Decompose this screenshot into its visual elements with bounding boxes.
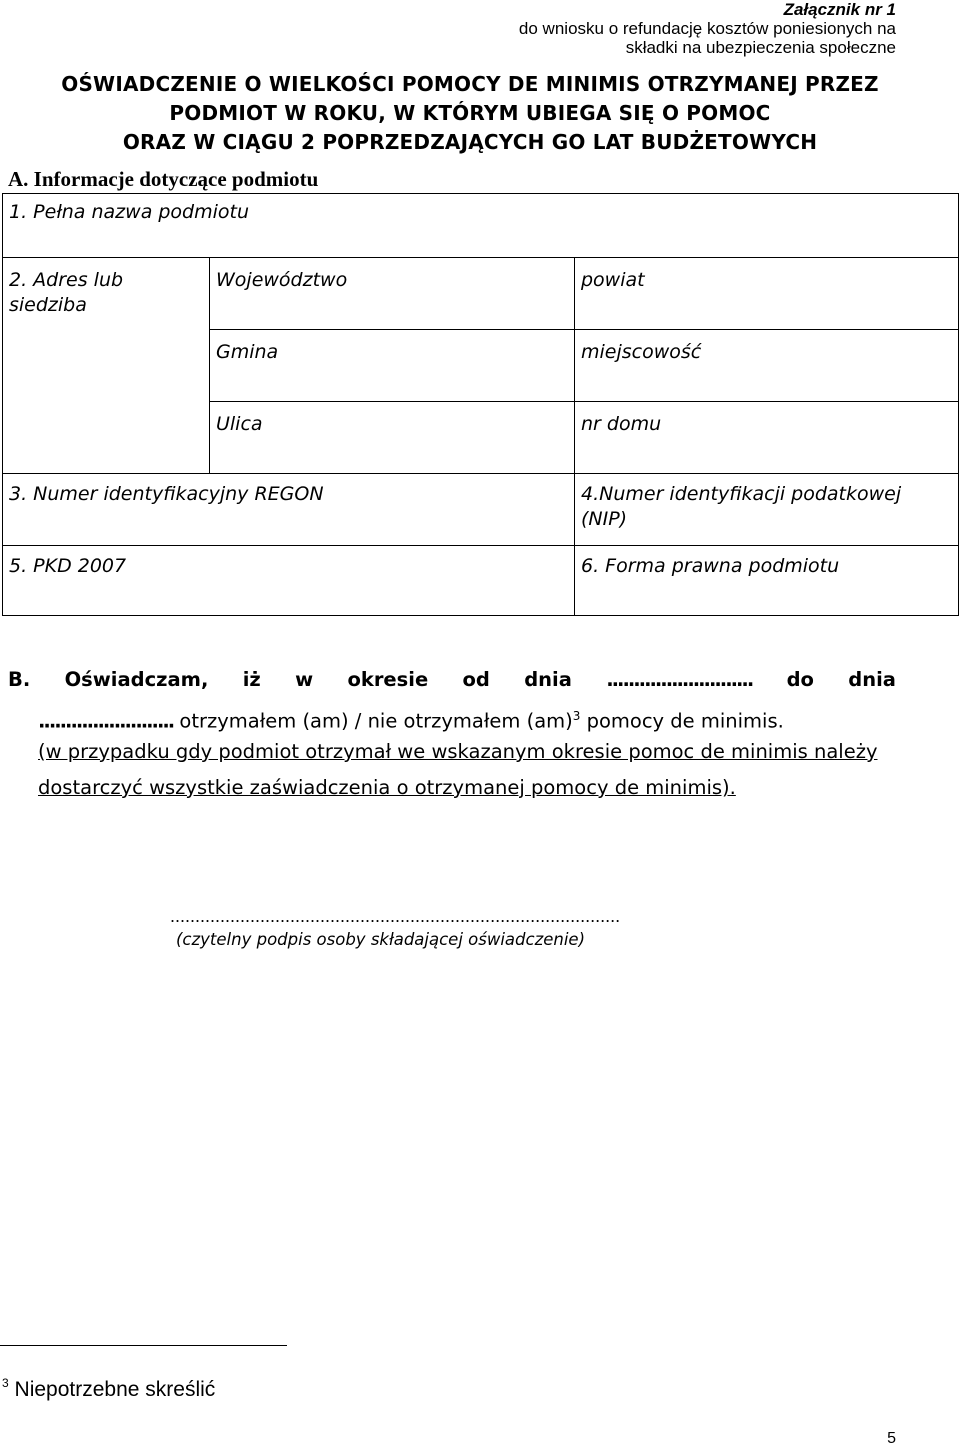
title-line-2: PODMIOT W ROKU, W KTÓRYM UBIEGA SIĘ O POMOC [169,101,771,125]
statement-word: od [462,668,490,691]
field-address [3,258,210,474]
statement-word: iż [242,668,261,691]
field-county-label: powiat [581,269,645,291]
title-line-3: ORAZ W CIĄGU 2 POPRZEDZAJĄCYCH GO LAT BUDŻETOWYCH [122,130,818,154]
statement-word: Oświadczam, [64,668,209,691]
field-nip-label: 4.Numer identyfikacji podatkowej (NIP) [581,483,902,530]
section-a-heading: A. Informacje dotyczące podmiotu [8,167,319,191]
field-commune-label: Gmina [216,341,279,363]
statement-word: dnia [848,668,896,691]
field-full-name[interactable] [3,194,959,258]
field-voivodeship-label: Województwo [216,269,348,291]
field-locality[interactable] [575,330,959,402]
title-line-1: OŚWIADCZENIE O WIELKOŚCI POMOCY DE MINIMIS OTRZYMANEJ PRZEZ [61,72,879,96]
field-regon-label: 3. Numer identyfikacyjny REGON [9,483,324,505]
field-legal-form-label: 6. Forma prawna podmiotu [581,555,840,577]
section-b-note-line-2: dostarczyć wszystkie zaświadczenia o otrzymanej pomocy de minimis). [38,776,736,799]
attachment-title: Załącznik nr 1 [783,0,896,19]
field-county[interactable] [575,258,959,330]
field-pkd-label: 5. PKD 2007 [9,555,127,577]
field-street-label: Ulica [216,413,263,435]
section-b-label: B. [8,668,31,691]
section-b-note-line-1: (w przypadku gdy podmiot otrzymał we wskazanym okresie pomoc de minimis należy [38,740,878,763]
page-number: 5 [887,1430,896,1447]
date-to-blank[interactable]: ......................... [38,709,174,733]
field-pkd[interactable] [3,546,575,616]
attachment-line-1: do wniosku o refundację kosztów poniesionych na [518,19,896,38]
document-title [40,70,900,157]
field-street[interactable] [210,402,575,474]
date-from-blank[interactable]: ........................... [606,668,753,691]
footnote-ref: 3 [572,709,581,723]
statement-end-text: pomocy de minimis. [580,709,784,733]
footnote-marker: 3 [2,1376,9,1390]
field-house-no-label: nr domu [581,413,662,435]
field-address-label: 2. Adres lub siedziba [9,269,124,316]
field-locality-label: miejscowość [581,341,702,363]
footnote-divider [0,1345,287,1346]
statement-word: w [295,668,314,691]
signature-label: (czytelny podpis osoby składającej oświadczenie) [176,930,586,949]
field-commune[interactable] [210,330,575,402]
statement-word: okresie [347,668,429,691]
attachment-line-2: składki na ubezpieczenia społeczne [625,38,896,57]
statement-word: dnia [524,668,572,691]
section-b-statement-line-1 [8,662,896,698]
received-choice-text: otrzymałem (am) / nie otrzymałem (am) [173,709,573,733]
statement-word: do [786,668,814,691]
entity-info-table [2,193,959,616]
signature-line[interactable]: .......................................................................................... [170,906,621,926]
field-full-name-label: 1. Pełna nazwa podmiotu [9,201,250,223]
field-legal-form[interactable] [575,546,959,616]
field-voivodeship[interactable] [210,258,575,330]
footnote [2,1378,215,1402]
field-house-no[interactable] [575,402,959,474]
field-regon[interactable] [3,474,575,546]
footnote-text: Niepotrzebne skreślić [8,1378,216,1401]
field-nip[interactable] [575,474,959,546]
